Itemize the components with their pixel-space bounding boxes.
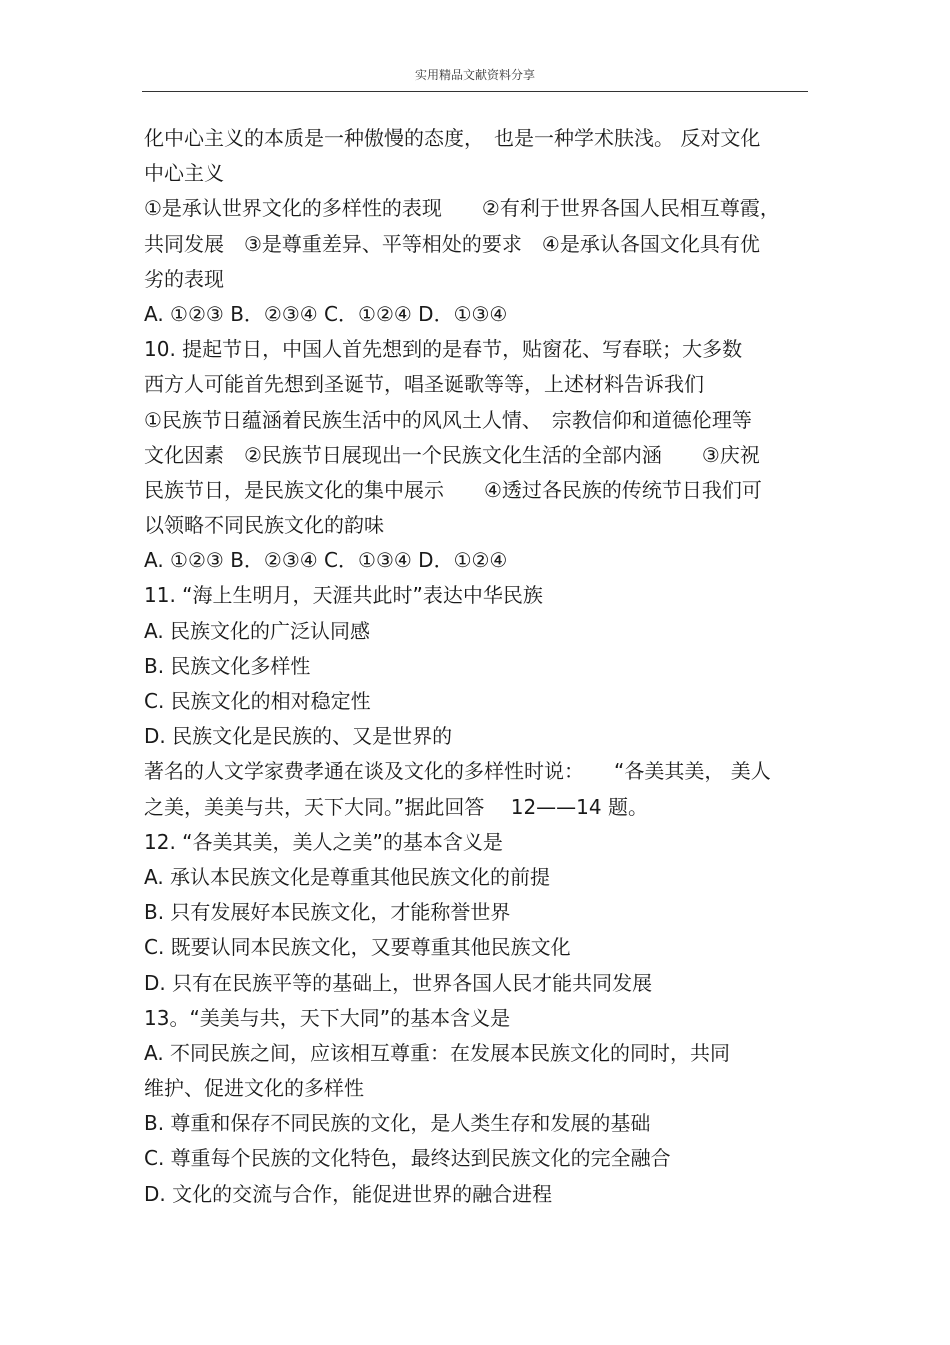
text-line: 西方人可能首先想到圣诞节，唱圣诞歌等等，上述材料告诉我们: [144, 372, 704, 397]
question-10: 10. 提起节日，中国人首先想到的是春节，贴窗花、写春联；大多数: [144, 337, 743, 362]
page-header-title: 实用精品文献资料分享: [414, 68, 535, 82]
text-line: 劣的表现: [144, 266, 224, 291]
question-11: 11. “海上生明月，天涯共此时”表达中华民族: [144, 583, 543, 608]
text-line: 民族节日，是民族文化的集中展示 ④透过各民族的传统节日我们可: [144, 477, 762, 502]
option-d: D. 文化的交流与合作，能促进世界的融合进程: [144, 1181, 553, 1206]
text-line: 中心主义: [144, 161, 224, 186]
option-b: B. 尊重和保存不同民族的文化，是人类生存和发展的基础: [144, 1111, 651, 1136]
option-c: C. 既要认同本民族文化，又要尊重其他民族文化: [144, 935, 571, 960]
question-13: 13。“美美与共，天下大同”的基本含义是: [144, 1005, 511, 1030]
question-12: 12. “各美其美，美人之美”的基本含义是: [144, 829, 503, 854]
text-line: 著名的人文学家费孝通在谈及文化的多样性时说： “各美其美， 美人: [144, 759, 771, 784]
text-line: ①是承认世界文化的多样性的表现 ②有利于世界各国人民相互尊霞，: [144, 196, 780, 221]
text-line: 维护、促进文化的多样性: [144, 1076, 364, 1101]
option-c: C. 尊重每个民族的文化特色，最终达到民族文化的完全融合: [144, 1146, 671, 1171]
text-line: 共同发展 ③是尊重差异、平等相处的要求 ④是承认各国文化具有优: [144, 231, 760, 256]
option-a: A. 民族文化的广泛认同感: [144, 618, 371, 643]
header-divider: [142, 91, 808, 92]
text-line: 以领略不同民族文化的韵味: [144, 513, 384, 538]
option-a: A. 不同民族之间，应该相互尊重：在发展本民族文化的同时，共同: [144, 1040, 731, 1065]
text-line: ①民族节日蕴涵着民族生活中的风风土人情、 宗教信仰和道德伦理等: [144, 407, 752, 432]
option-b: B. 民族文化多样性: [144, 653, 311, 678]
text-line: 化中心主义的本质是一种傲慢的态度， 也是一种学术肤浅。 反对文化: [144, 126, 761, 150]
text-line: 文化因素 ②民族节日展现出一个民族文化生活的全部内涵 ③庆祝: [144, 442, 760, 467]
option-c: C. 民族文化的相对稳定性: [144, 689, 371, 713]
option-d: D. 只有在民族平等的基础上，世界各国人民才能共同发展: [144, 970, 653, 995]
option-a: A. 承认本民族文化是尊重其他民族文化的前提: [144, 864, 551, 889]
answer-options: A. ①②③ B．②③④ C．①③④ D．①②④: [144, 548, 508, 573]
option-d: D. 民族文化是民族的、又是世界的: [144, 724, 453, 749]
option-b: B. 只有发展好本民族文化，才能称誉世界: [144, 900, 511, 925]
document-body: [144, 121, 814, 1212]
text-line: 之美，美美与共，天下大同。”据此回答 12——14 题。: [144, 794, 648, 819]
answer-options: A. ①②③ B．②③④ C．①②④ D．①③④: [144, 301, 508, 326]
